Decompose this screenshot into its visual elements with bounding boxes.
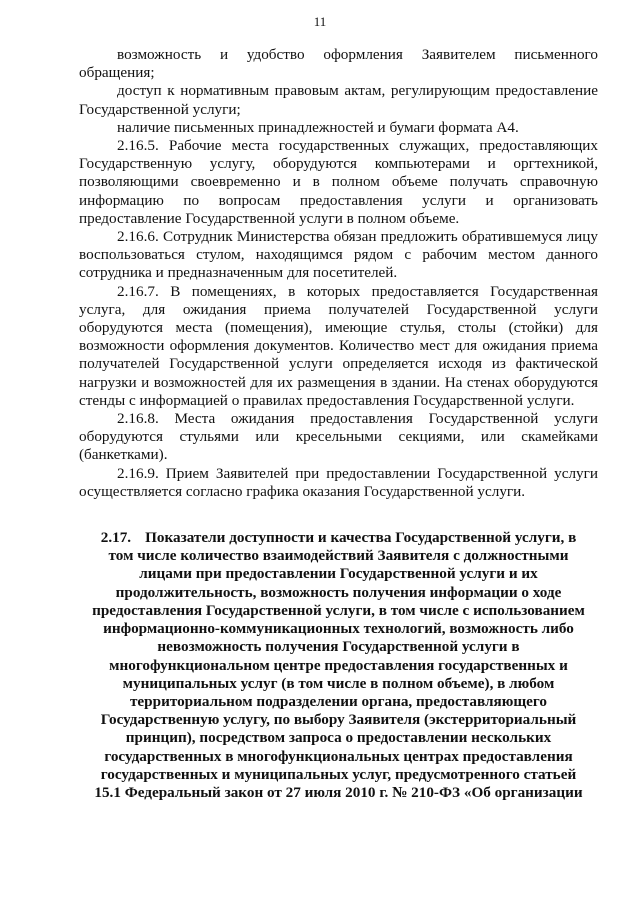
paragraph: доступ к нормативным правовым актам, регулирующим предоставление Государственной услуги;	[79, 82, 598, 118]
section-number: 2.17.	[100, 529, 132, 547]
document-body	[79, 46, 598, 802]
page-number: 11	[313, 14, 327, 29]
paragraph: 2.16.5. Рабочие места государственных служащих, предоставляющих Государственную услугу, оборудуются компьютерами и оргтехникой, позволяющими своевременно и в полном объеме получать справочную информацию по вопросам предоставления услуги и организовать предоставление Государственной услуги в полном объеме.	[79, 137, 598, 227]
paragraph: возможность и удобство оформления Заявителем письменного обращения;	[79, 46, 598, 82]
paragraph: наличие письменных принадлежностей и бумаги формата А4.	[117, 118, 519, 136]
section-heading	[79, 529, 598, 802]
paragraph: 2.16.6. Сотрудник Министерства обязан предложить обратившемуся лицу воспользоваться стулом, находящимся рядом с рабочим местом данного сотрудника и предназначенным для посетителей.	[79, 228, 598, 282]
paragraph: 2.16.7. В помещениях, в которых предоставляется Государственная услуга, для ожидания приема получателей Государственной услуги оборудуются места (помещения), имеющие стулья, столы (стойки) для возможности оформления документов. Количество мест для ожидания приема получателей Государственной услуги определяется исходя из фактической нагрузки и возможностей для их размещения в здании. На стенах оборудуются стенды с информацией о правилах предоставления Государственной услуги.	[79, 282, 598, 409]
paragraph: 2.16.9. Прием Заявителей при предоставлении Государственной услуги осуществляется согласно графика оказания Государственной услуги.	[79, 464, 598, 500]
paragraph: 2.16.8. Места ожидания предоставления Государственной услуги оборудуются стульями или кресельными секциями, или скамейками (банкетками).	[79, 410, 598, 464]
section-title: Показатели доступности и качества Государственной услуги, в том числе количество взаимодействий Заявителя с должностными лицами при предоставлении Государственной услуги и их продолжительность, возможность получения информации о ходе предоставления Государственной услуги, в том числе с использованием информационно-коммуникационных технологий, возможность либо невозможность получения Государственной услуги в многофункциональном центре предоставления государственных и муниципальных услуг (в том числе в полном объеме), в любом территориальном подразделении органа, предоставляющего Государственную услугу, по выбору Заявителя (экстерриториальный принцип), посредством запроса о предоставлении нескольких государственных в многофункциональных центрах предоставления государственных и муниципальных услуг, предусмотренного статьей 15.1 Федеральный закон от 27 июля 2010 г. № 210-ФЗ «Об организации	[92, 529, 585, 801]
